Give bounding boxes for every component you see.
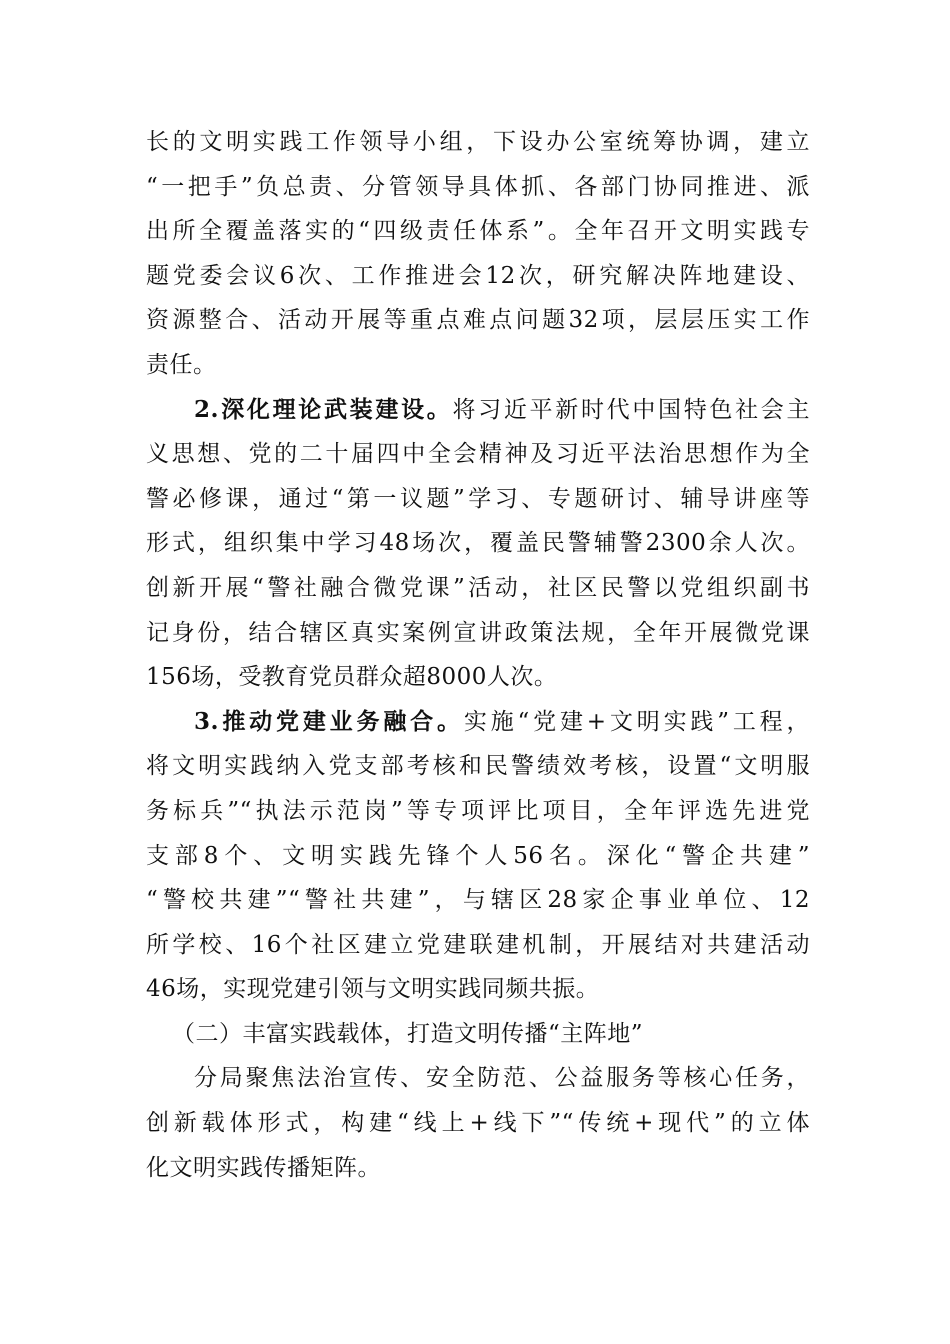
- paragraph-party-business-integration: [146, 700, 810, 1012]
- text-line: 责任。: [146, 351, 217, 378]
- paragraph-heading: 3.推动党建业务融合。: [194, 707, 464, 735]
- paragraph-text: 实施“党建+文明实践”工程，: [463, 708, 810, 735]
- section-heading: （二）丰富实践载体，打造文明传播“主阵地”: [172, 1020, 644, 1047]
- text-line: 义思想、党的二十届四中全会精神及习近平法治思想作为全: [146, 441, 810, 468]
- text-line: 形式，组织集中学习48场次，覆盖民警辅警2300余人次。: [146, 530, 810, 557]
- paragraph-theory-study: [146, 388, 810, 700]
- paragraph-heading: 2.深化理论武装建设。: [194, 395, 453, 423]
- document-body: [146, 120, 810, 1190]
- text-line: [146, 700, 810, 745]
- text-line: 资源整合、活动开展等重点难点问题32项，层层压实工作: [146, 307, 810, 334]
- text-line: 警必修课，通过“第一议题”学习、专题研讨、辅导讲座等: [146, 485, 810, 512]
- text-line: 长的文明实践工作领导小组，下设办公室统筹协调，建立: [146, 129, 810, 155]
- text-line: 分局聚焦法治宣传、安全防范、公益服务等核心任务，: [194, 1065, 810, 1092]
- text-line: 创新开展“警社融合微党课”活动，社区民警以党组织副书: [146, 574, 810, 601]
- text-line: “警校共建”“警社共建”，与辖区28家企事业单位、12: [146, 887, 810, 914]
- text-line: 务标兵”“执法示范岗”等专项评比项目，全年评选先进党: [146, 797, 810, 824]
- text-line: 出所全覆盖落实的“四级责任体系”。全年召开文明实践专: [146, 218, 810, 245]
- text-line: 记身份，结合辖区真实案例宣讲政策法规，全年开展微党课: [146, 619, 810, 646]
- text-line: 将文明实践纳入党支部考核和民警绩效考核，设置“文明服: [146, 753, 810, 780]
- text-line: “一把手”负总责、分管领导具体抓、各部门协同推进、派: [146, 173, 810, 200]
- text-line: 46场，实现党建引领与文明实践同频共振。: [146, 976, 600, 1003]
- text-line: 所学校、16个社区建立党建联建机制，开展结对共建活动: [146, 931, 810, 958]
- paragraph-practice-carriers: [146, 1056, 810, 1190]
- text-line: 创新载体形式，构建“线上+线下”“传统+现代”的立体: [146, 1110, 810, 1137]
- text-line: 156场，受教育党员群众超8000人次。: [146, 664, 558, 691]
- text-line: 题党委会议6次、工作推进会12次，研究解决阵地建设、: [146, 262, 810, 289]
- text-line: 化文明实践传播矩阵。: [146, 1154, 381, 1181]
- text-line: 支部8个、文明实践先锋个人56名。深化“警企共建”: [146, 842, 810, 869]
- paragraph-leadership-system: [146, 120, 810, 388]
- text-line: [146, 388, 810, 433]
- paragraph-text: 将习近平新时代中国特色社会主: [452, 396, 811, 423]
